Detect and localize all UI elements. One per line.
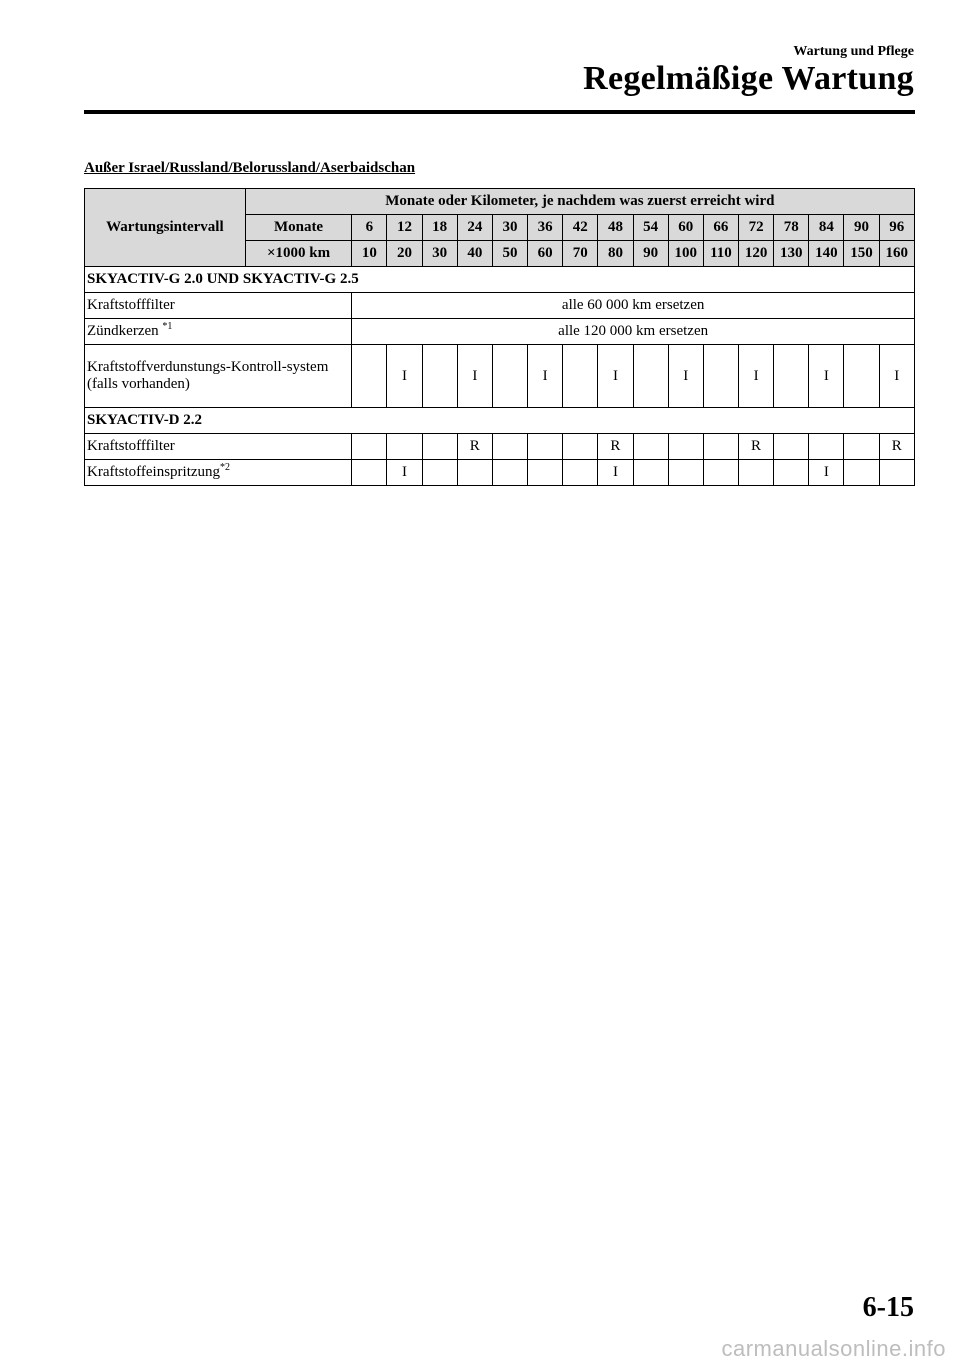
page-number: 6-15 [862, 1292, 914, 1323]
schedule-cell [668, 434, 703, 460]
month-header-cell: 72 [738, 215, 773, 241]
schedule-cell [492, 434, 527, 460]
schedule-cell [844, 460, 879, 486]
month-header-cell: 18 [422, 215, 457, 241]
row-label-text: Kraftstoffeinspritzung [87, 464, 221, 480]
schedule-cell [422, 460, 457, 486]
row-label-text: Zündkerzen [87, 323, 163, 339]
schedule-cell [633, 460, 668, 486]
schedule-cell: I [457, 345, 492, 408]
interval-note: alle 120 000 km ersetzen [352, 319, 915, 345]
footnote-marker: *2 [220, 462, 231, 473]
km-header-cell: 30 [422, 241, 457, 267]
schedule-cell: I [598, 460, 633, 486]
page-title: Regelmäßige Wartung [583, 60, 914, 97]
schedule-cell [703, 345, 738, 408]
schedule-cell [387, 434, 422, 460]
schedule-cell: I [387, 345, 422, 408]
section-row [85, 408, 915, 434]
month-header-cell: 84 [809, 215, 844, 241]
month-header-cell: 30 [492, 215, 527, 241]
schedule-cell: R [738, 434, 773, 460]
schedule-cell [492, 460, 527, 486]
km-header-cell: 60 [528, 241, 563, 267]
schedule-cell: I [809, 460, 844, 486]
month-header-cell: 60 [668, 215, 703, 241]
month-header-cell: 42 [563, 215, 598, 241]
section-header: Wartung und Pflege [793, 44, 914, 59]
km-header-cell: 150 [844, 241, 879, 267]
km-header-cell: 100 [668, 241, 703, 267]
km-header-cell: 110 [703, 241, 738, 267]
km-header-cell: 120 [738, 241, 773, 267]
schedule-cell [528, 460, 563, 486]
row-label-text: Kraftstofffilter [87, 297, 175, 313]
km-header-cell: 50 [492, 241, 527, 267]
region-heading: Außer Israel/Russland/Belorussland/Aserbaidschan [84, 160, 416, 176]
schedule-cell [774, 345, 809, 408]
schedule-cell [809, 434, 844, 460]
month-header-cell: 12 [387, 215, 422, 241]
schedule-cell [738, 460, 773, 486]
schedule-cell: I [809, 345, 844, 408]
schedule-cell [563, 460, 598, 486]
row-label-text: Kraftstoffverdunstungs-Kontroll-system (falls vorhanden) [87, 359, 329, 392]
row-label [85, 319, 352, 345]
table-row [85, 434, 915, 460]
km-header-cell: 160 [879, 241, 914, 267]
month-header-cell: 24 [457, 215, 492, 241]
table-header-row [85, 189, 915, 215]
schedule-cell [352, 345, 387, 408]
schedule-cell: I [668, 345, 703, 408]
schedule-cell [668, 460, 703, 486]
row-label [85, 460, 352, 486]
schedule-cell [703, 434, 738, 460]
km-header-cell: 20 [387, 241, 422, 267]
row-label-text: Kraftstofffilter [87, 438, 175, 454]
header-divider [84, 110, 915, 114]
km-header-cell: 70 [563, 241, 598, 267]
km-header-cell: 90 [633, 241, 668, 267]
watermark: carmanualsonline.info [721, 1336, 946, 1361]
row-label [85, 345, 352, 408]
table-row [85, 293, 915, 319]
schedule-cell [563, 434, 598, 460]
months-label: Monate [245, 215, 352, 241]
month-header-cell: 54 [633, 215, 668, 241]
schedule-cell: R [879, 434, 914, 460]
km-header-cell: 40 [457, 241, 492, 267]
footnote-marker: *1 [162, 321, 173, 332]
schedule-cell [422, 345, 457, 408]
km-header-cell: 140 [809, 241, 844, 267]
schedule-cell: I [598, 345, 633, 408]
schedule-cell [563, 345, 598, 408]
section-row [85, 267, 915, 293]
schedule-cell: I [528, 345, 563, 408]
month-header-cell: 48 [598, 215, 633, 241]
month-header-cell: 96 [879, 215, 914, 241]
table-row [85, 345, 915, 408]
schedule-cell [633, 434, 668, 460]
interval-note: alle 60 000 km ersetzen [352, 293, 915, 319]
maintenance-schedule-table [84, 188, 915, 486]
section-title: SKYACTIV-D 2.2 [85, 408, 915, 434]
schedule-cell [352, 434, 387, 460]
schedule-cell [879, 460, 914, 486]
schedule-cell [422, 434, 457, 460]
month-header-cell: 78 [774, 215, 809, 241]
schedule-cell: R [598, 434, 633, 460]
row-label [85, 434, 352, 460]
section-title: SKYACTIV-G 2.0 UND SKYACTIV-G 2.5 [85, 267, 915, 293]
table-row [85, 460, 915, 486]
schedule-cell: I [738, 345, 773, 408]
interval-group-label: Monate oder Kilometer, je nachdem was zuerst erreicht wird [245, 189, 914, 215]
schedule-cell [528, 434, 563, 460]
km-header-cell: 80 [598, 241, 633, 267]
row-label [85, 293, 352, 319]
schedule-cell [492, 345, 527, 408]
schedule-cell [844, 345, 879, 408]
month-header-cell: 6 [352, 215, 387, 241]
km-header-cell: 10 [352, 241, 387, 267]
month-header-cell: 90 [844, 215, 879, 241]
schedule-cell: I [879, 345, 914, 408]
schedule-cell [457, 460, 492, 486]
schedule-cell [774, 460, 809, 486]
month-header-cell: 66 [703, 215, 738, 241]
interval-label: Wartungsintervall [85, 189, 246, 267]
km-label: ×1000 km [245, 241, 352, 267]
schedule-cell [844, 434, 879, 460]
schedule-cell [352, 460, 387, 486]
schedule-cell: I [387, 460, 422, 486]
schedule-cell [774, 434, 809, 460]
schedule-cell [703, 460, 738, 486]
month-header-cell: 36 [528, 215, 563, 241]
schedule-cell: R [457, 434, 492, 460]
schedule-cell [633, 345, 668, 408]
km-header-cell: 130 [774, 241, 809, 267]
table-row [85, 319, 915, 345]
